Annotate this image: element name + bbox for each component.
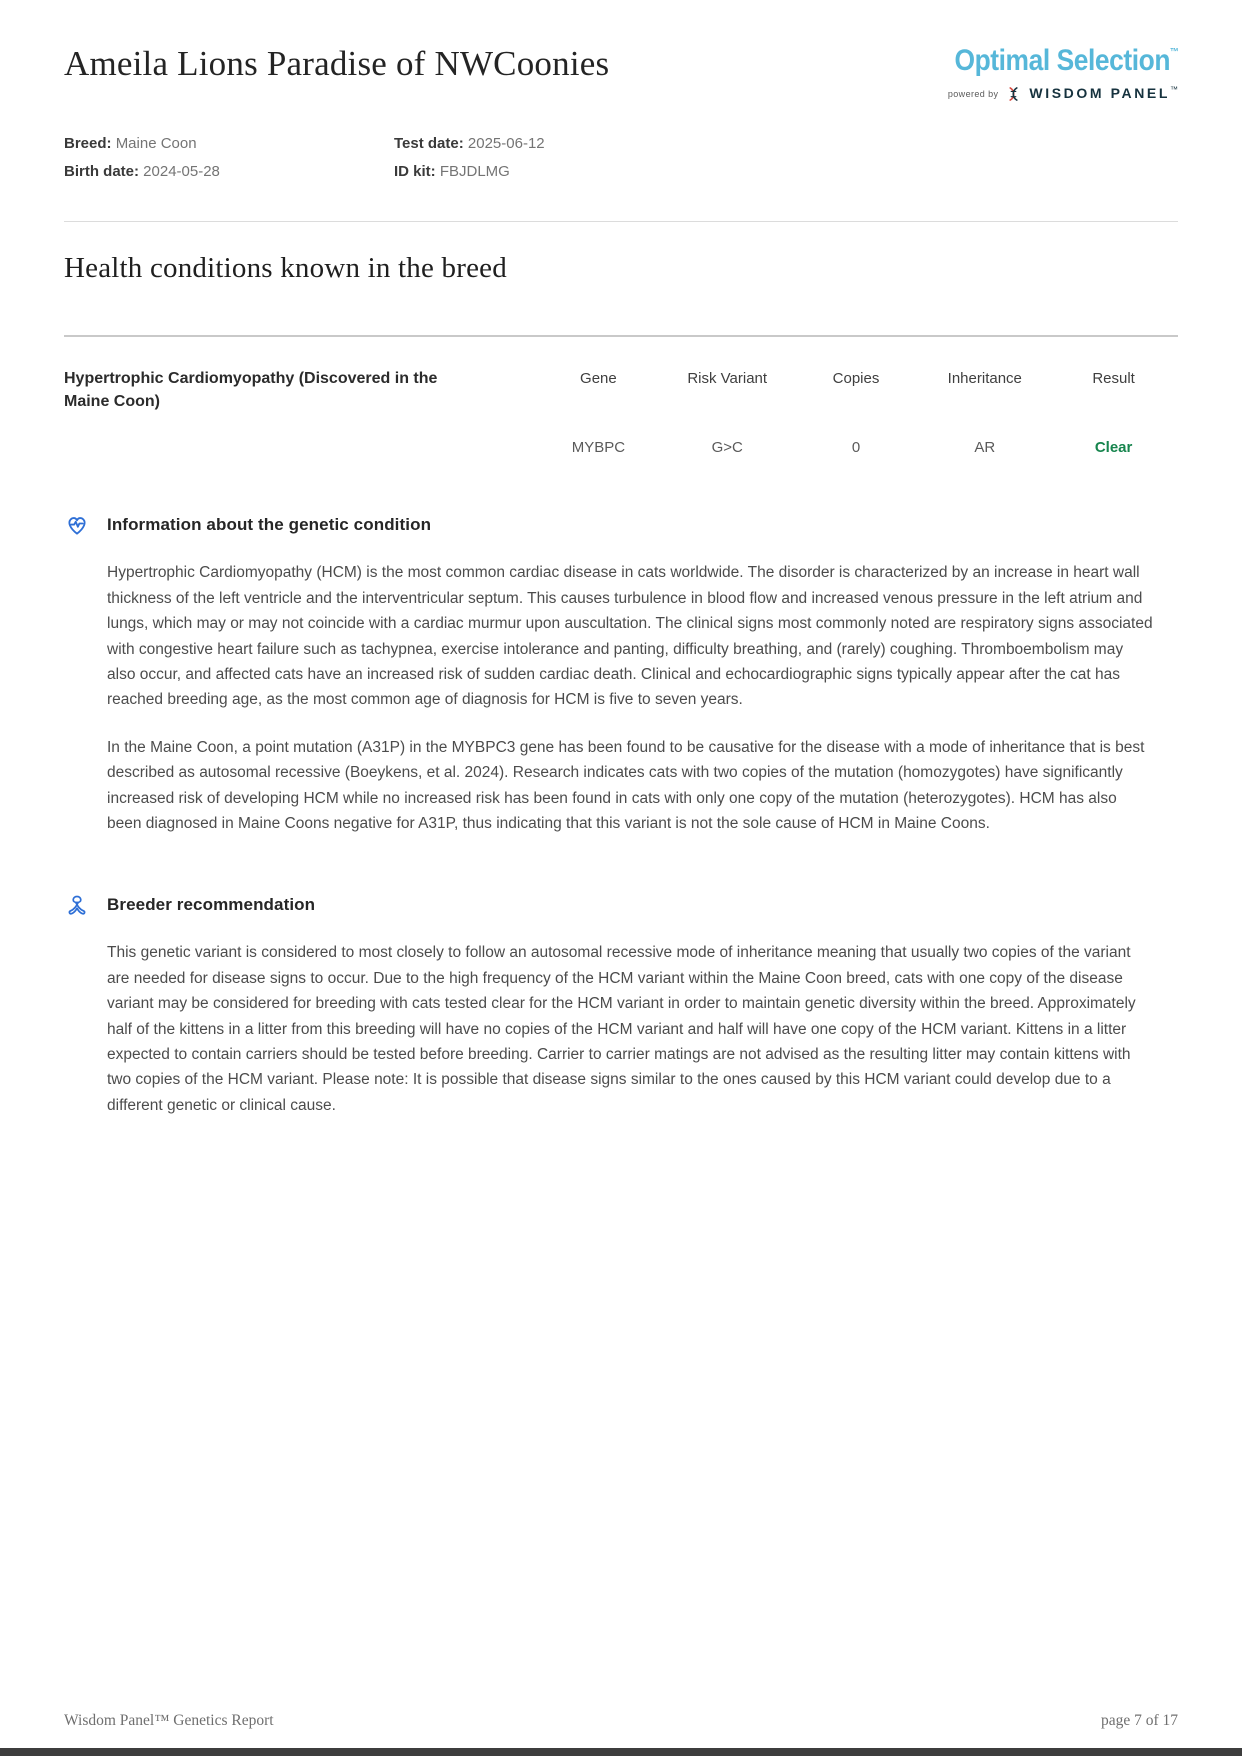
breeder-heading: Breeder recommendation (107, 895, 316, 915)
table-divider (64, 335, 1178, 337)
page-footer (64, 1712, 1178, 1730)
id-kit-row (394, 161, 1178, 184)
page-bottom-edge (0, 1748, 1242, 1756)
breeder-recommendation-section (64, 892, 1178, 1118)
brand-name: Optimal Selection™ (954, 44, 1178, 77)
powered-by-row (924, 85, 1178, 103)
info-paragraph-1: Hypertrophic Cardiomyopathy (HCM) is the most common cardiac disease in cats worldwide. The disorder is characterized by an increase in heart wall thickness of the left ventricle and the interventricular septum. This causes turbulence in blood flow and increased venous pressure in the left atrium and lungs, which may or may not coincide with a cardiac murmur upon auscultation. The clinical signs most commonly noted are respiratory signs associated with congestive heart failure such as tachypnea, exercise intolerance and panting, difficulty breathing, and (rarely) coughing. Thromboembolism may also occur, and affected cats have an increased risk of sudden cardiac death. Clinical and echocardiographic signs typically appear after the cat has reached breeding age, as the most common age of diagnosis for HCM is five to seven years. (107, 564, 1153, 709)
result-badge: Clear (1094, 439, 1133, 457)
page-header (64, 0, 1178, 103)
info-paragraph-2: In the Maine Coon, a point mutation (A31P) in the MYBPC3 gene has been found to be causative for the disease with a mode of inheritance that is best described as autosomal recessive (Boeykens, et al. 2024). Research indicates cats with two copies of the mutation (homozygotes) have significantly increased risk of developing HCM while no increased risk has been found in cats with only one copy of the mutation (heterozygotes). HCM has also been diagnosed in Maine Coons negative for A31P, thus indicating that this variant is not the sole cause of HCM in Maine Coons. (107, 738, 1145, 833)
breeder-paragraph: This genetic variant is considered to most closely to follow an autosomal recessive mode of inheritance meaning that usually two copies of the variant are needed for disease signs to occur. Due to the high frequency of the HCM variant within the Maine Coon breed, cats with one copy of the disease variant may be considered for breeding with cats tested clear for the HCM variant in order to maintain genetic diversity within the breed. Approximately half of the kittens in a litter from this breeding will have no copies of the HCM variant and half will have one copy of the HCM variant. Kittens in a litter expected to contain carriers should be tested before breeding. Carrier to carrier matings are not advised as the resulting litter may contain kittens with two copies of the HCM variant. Please note: It is possible that disease signs similar to the ones caused by this HCM variant could develop due to a different genetic or clinical cause. (107, 944, 1136, 1114)
pet-meta (64, 133, 1178, 183)
id-kit-value: FBJDLMG (439, 162, 510, 180)
test-date-value: 2025-06-12 (467, 135, 545, 152)
cat-ribbon-icon (64, 892, 90, 918)
brand-wordmark (924, 46, 1178, 76)
info-heading: Information about the genetic condition (107, 515, 432, 535)
pet-name: Ameila Lions Paradise of NWCoonies (64, 44, 610, 83)
inheritance-value: AR (974, 439, 996, 457)
optimal-selection-logo (924, 44, 1178, 103)
birth-date-label: Birth date: (64, 162, 139, 180)
breed-row (64, 133, 394, 156)
meta-column-left (64, 133, 394, 183)
column-header-risk-variant: Risk Variant (687, 370, 768, 387)
brand-trademark: ™ (1169, 47, 1178, 58)
column-header-inheritance: Inheritance (947, 370, 1022, 387)
condition-name: Hypertrophic Cardiomyopathy (Discovered in the Maine Coon) (64, 370, 438, 411)
birth-date-value: 2024-05-28 (143, 162, 220, 180)
partner-trademark: ™ (1170, 85, 1178, 94)
test-date-row (394, 133, 1178, 156)
partner-wordmark: WISDOM PANEL™ (1029, 85, 1178, 101)
footer-page-number: page 7 of 17 (1100, 1712, 1178, 1729)
breeder-heading-row (64, 892, 1178, 918)
meta-column-right (394, 133, 1178, 183)
column-header-result: Result (1092, 370, 1135, 387)
birth-date-row (64, 161, 394, 184)
gene-value: MYBPC (571, 439, 626, 457)
test-date-label: Test date: (394, 135, 464, 152)
column-header-copies: Copies (832, 370, 880, 387)
risk-variant-value: G>C (711, 439, 743, 457)
section-title: Health conditions known in the breed (64, 252, 507, 284)
column-header-gene: Gene (580, 370, 617, 387)
genetic-condition-info-section (64, 512, 1178, 836)
breed-value: Maine Coon (115, 135, 197, 152)
condition-table (64, 367, 1178, 456)
info-heading-row (64, 512, 1178, 538)
header-divider (64, 221, 1178, 222)
heart-pulse-icon (64, 512, 90, 538)
copies-value: 0 (851, 439, 861, 457)
breed-label: Breed: (64, 135, 112, 152)
footer-report-title: Wisdom Panel™ Genetics Report (64, 1712, 274, 1729)
dna-helix-icon (1006, 86, 1021, 102)
id-kit-label: ID kit: (394, 162, 436, 180)
powered-by-label: powered by (947, 89, 999, 99)
